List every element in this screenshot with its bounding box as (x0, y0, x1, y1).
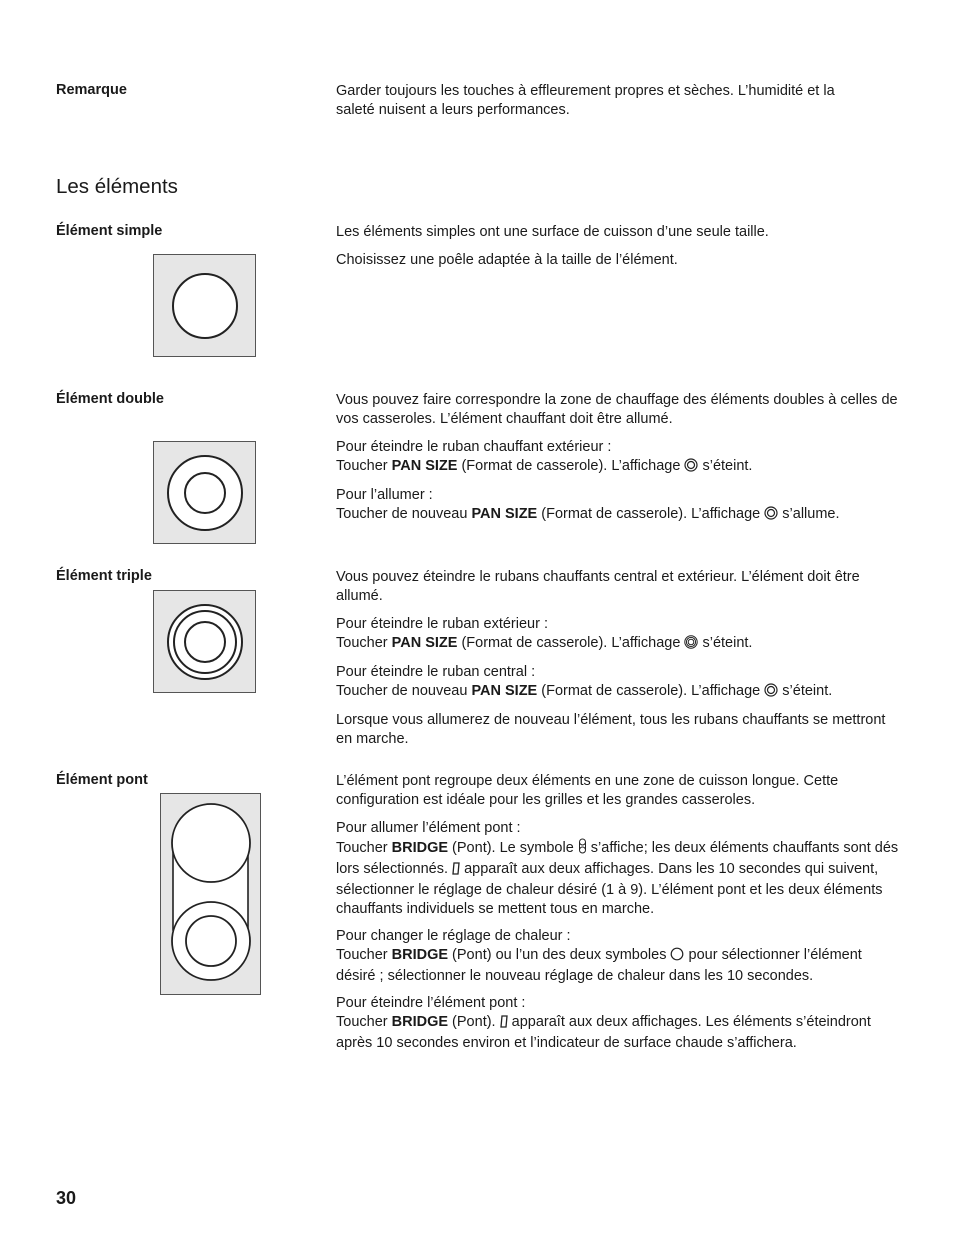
text-run: (Pont). (448, 1014, 500, 1030)
text-run: (Format de casserole). L’affichage (537, 506, 765, 522)
bridge-key: BRIDGE (391, 840, 449, 856)
text-run: s’allume. (778, 506, 840, 522)
double-on-intro: Pour l’allumer : (336, 487, 433, 503)
section-heading: Les éléments (56, 175, 178, 198)
double-label: Élément double (56, 391, 164, 407)
seven-segment-zero-icon (500, 1015, 508, 1034)
pont-off-intro: Pour éteindre l’élément pont : (336, 995, 526, 1011)
double-paragraph-1: Vous pouvez faire correspondre la zone de chauffage des éléments doubles à celles de vos casseroles. L’élément chauffant doit être allumé. (336, 392, 898, 427)
pont-chg-instruction (336, 946, 902, 986)
triple-label: Élément triple (56, 568, 152, 584)
pont-chg-intro: Pour changer le réglage de chaleur : (336, 928, 571, 944)
triple-paragraph-4: Lorsque vous allumerez de nouveau l’élément, tous les rubans chauffants se mettront en marche. (336, 712, 886, 747)
text-run: s’affiche; les deux éléments chauffants sont dés lors sélectionnés. (336, 840, 899, 877)
triple-ring-symbol-icon (684, 635, 698, 655)
text-run: (Pont). Le symbole (448, 840, 578, 856)
text-run: s’éteint. (698, 635, 753, 651)
text-run: (Format de casserole). L’affichage (457, 635, 685, 651)
simple-paragraph-2: Choisissez une poêle adaptée à la taille de l’élément. (336, 252, 678, 268)
text-run: (Format de casserole). L’affichage (537, 683, 765, 699)
text-run: Toucher (336, 947, 392, 963)
triple-ext-instruction (336, 634, 902, 655)
double-off-intro: Pour éteindre le ruban chauffant extérieur : (336, 439, 612, 455)
pont-label: Élément pont (56, 772, 148, 788)
page-number: 30 (56, 1188, 77, 1208)
text-run: apparaît aux deux affichages. Les éléments s’éteindront après 10 secondes environ et l’indicateur de surface chaude s’affichera. (336, 1014, 871, 1051)
text-run: (Format de casserole). L’affichage (457, 458, 685, 474)
simple-element-figure (153, 254, 256, 357)
text-run: apparaît aux deux affichages. Dans les 10 secondes qui suivent, sélectionner le réglage de chaleur désiré (1 à 9). L’élément pont et les deux éléments chauffants individuels se mettent tous en marche. (336, 861, 883, 917)
bridge-element-figure (160, 793, 261, 995)
remarque-paragraph: Garder toujours les touches à effleurement propres et sèches. L’humidité et la saleté nuisent a leurs performances. (336, 83, 835, 118)
double-ring-symbol-icon (764, 506, 778, 526)
pan-size-key: PAN SIZE (471, 506, 538, 522)
simple-paragraph-1: Les éléments simples ont une surface de cuisson d’une seule taille. (336, 224, 769, 240)
text-run: Toucher (336, 840, 392, 856)
pont-on-instruction (336, 838, 902, 919)
double-element-figure (153, 441, 256, 544)
single-ring-icon (172, 273, 238, 339)
pont-on-intro: Pour allumer l’élément pont : (336, 820, 521, 836)
text-run: Toucher de nouveau (336, 683, 472, 699)
double-ring-symbol-icon (684, 458, 698, 478)
bridge-key: BRIDGE (391, 947, 449, 963)
text-run: s’éteint. (778, 683, 833, 699)
text-run: Toucher (336, 1014, 392, 1030)
simple-text (336, 223, 902, 270)
pont-paragraph-1: L’élément pont regroupe deux éléments en une zone de cuisson longue. Cette configuration est idéale pour les grilles et les grandes casseroles. (336, 773, 839, 808)
text-run: Toucher (336, 458, 392, 474)
double-on-instruction (336, 505, 902, 526)
inner-ring-icon (184, 472, 226, 514)
text-run: (Pont) ou l’un des deux symboles (448, 947, 671, 963)
triple-cen-instruction (336, 682, 902, 703)
remarque-label: Remarque (56, 82, 127, 98)
inner-ring-icon (184, 621, 226, 663)
seven-segment-zero-icon (452, 862, 460, 881)
double-ring-symbol-icon (764, 683, 778, 703)
pont-off-instruction (336, 1013, 902, 1053)
pont-text (336, 772, 902, 1053)
bridge-element-drawing-icon (161, 794, 260, 994)
simple-label: Élément simple (56, 223, 163, 239)
double-text (336, 391, 902, 526)
bridge-key: BRIDGE (391, 1014, 449, 1030)
triple-paragraph-1: Vous pouvez éteindre le rubans chauffants central et extérieur. L’élément doit être allumé. (336, 569, 860, 604)
single-ring-symbol-icon (670, 947, 684, 967)
text-run: s’éteint. (698, 458, 753, 474)
triple-ext-intro: Pour éteindre le ruban extérieur : (336, 616, 548, 632)
triple-cen-intro: Pour éteindre le ruban central : (336, 664, 536, 680)
double-off-instruction (336, 457, 902, 478)
pan-size-key: PAN SIZE (391, 635, 458, 651)
bridge-symbol-icon (578, 838, 587, 860)
pan-size-key: PAN SIZE (471, 683, 538, 699)
pan-size-key: PAN SIZE (391, 458, 458, 474)
text-run: Toucher de nouveau (336, 506, 472, 522)
triple-element-figure (153, 590, 256, 693)
text-run: Toucher (336, 635, 392, 651)
triple-text (336, 568, 902, 749)
remarque-text (336, 82, 876, 120)
text-run: pour sélectionner l’élément désiré ; sélectionner le nouveau réglage de chaleur dans les 10 secondes. (336, 947, 862, 984)
